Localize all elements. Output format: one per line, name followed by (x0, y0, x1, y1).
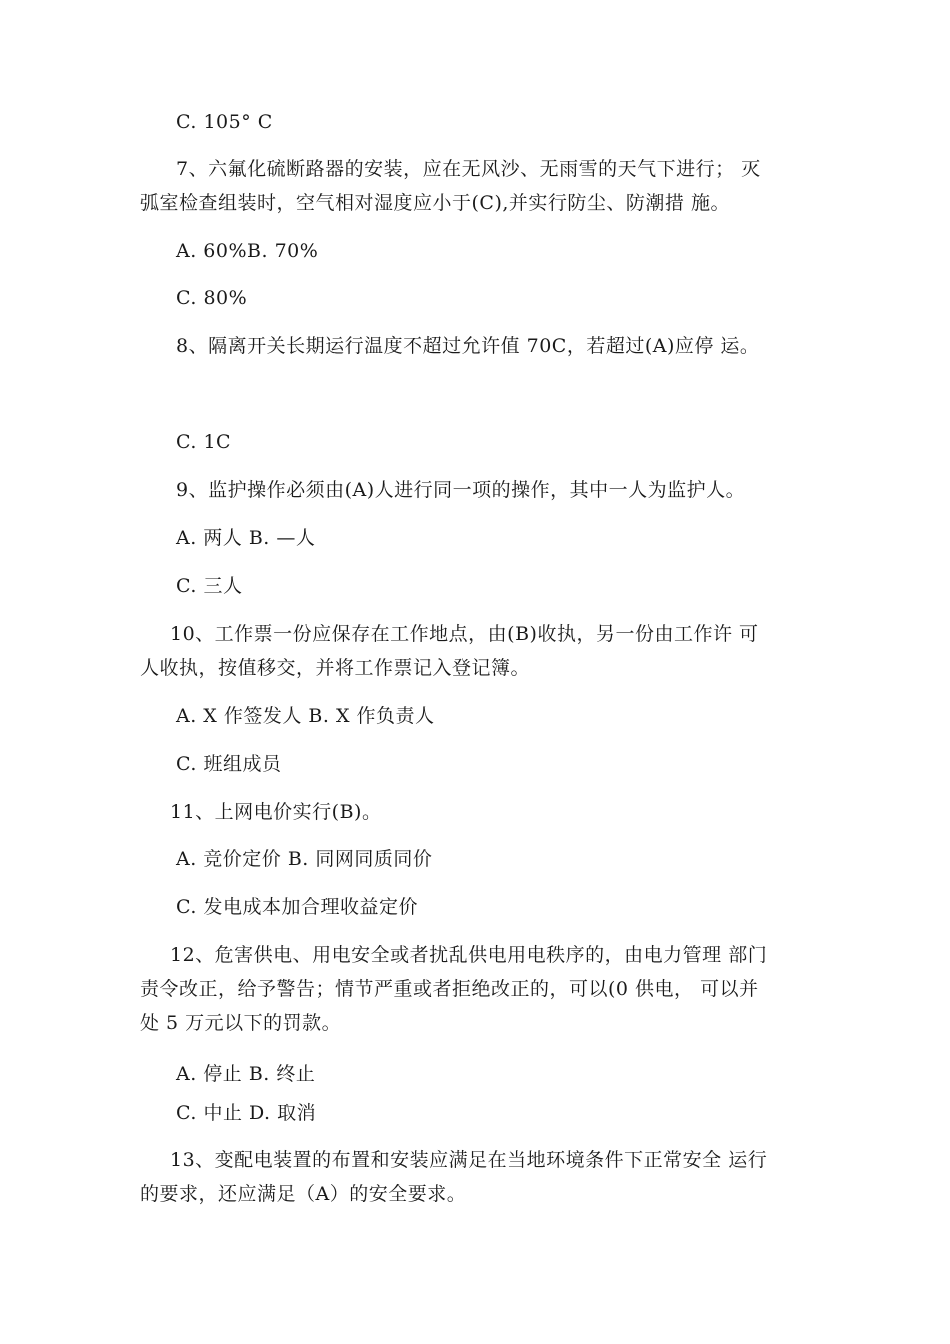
question-12-options-1: A. 停止 B. 终止 (176, 1063, 316, 1085)
question-10-options-1: A. X 作签发人 B. X 作负责人 (176, 705, 435, 727)
question-9: 9、监护操作必须由(A)人进行同一项的操作，其中一人为监护人。 (176, 479, 746, 501)
question-12-line-2: 责令改正，给予警告；情节严重或者拒绝改正的，可以(0 供电， 可以并 (140, 978, 759, 1000)
question-8-options: C. 1C (176, 431, 232, 453)
question-13-line-1: 13、变配电装置的布置和安装应满足在当地环境条件下正常安全 运行 (170, 1149, 768, 1171)
question-12-line-3: 处 5 万元以下的罚款。 (140, 1012, 342, 1034)
question-10-line-1: 10、工作票一份应保存在工作地点，由(B)收执，另一份由工作许 可 (170, 623, 759, 645)
question-9-options-2: C. 三人 (176, 575, 243, 597)
question-11: 11、上网电价实行(B)。 (170, 801, 382, 823)
question-13-line-2: 的要求，还应满足（A）的安全要求。 (140, 1183, 467, 1205)
question-11-options-1: A. 竞价定价 B. 同网同质同价 (176, 848, 433, 870)
question-12-line-1: 12、危害供电、用电安全或者扰乱供电用电秩序的，由电力管理 部门 (170, 944, 768, 966)
question-11-options-2: C. 发电成本加合理收益定价 (176, 896, 418, 918)
question-7-line-2: 弧室检查组装时，空气相对湿度应小于(C),并实行防尘、防潮措 施。 (140, 192, 730, 214)
question-10-options-2: C. 班组成员 (176, 753, 282, 775)
question-12-options-2: C. 中止 D. 取消 (176, 1102, 317, 1124)
question-7-options-2: C. 80% (176, 287, 248, 309)
question-7-line-1: 7、六氟化硫断路器的安装，应在无风沙、无雨雪的天气下进行； 灭 (176, 158, 761, 180)
question-9-options-1: A. 两人 B. —人 (176, 527, 316, 549)
question-8: 8、隔离开关长期运行温度不超过允许值 70C，若超过(A)应停 运。 (176, 335, 760, 357)
question-10-line-2: 人收执，按值移交，并将工作票记入登记簿。 (140, 657, 531, 679)
option-line: C. 105° C (176, 111, 273, 133)
question-7-options-1: A. 60%B. 70% (176, 240, 319, 262)
